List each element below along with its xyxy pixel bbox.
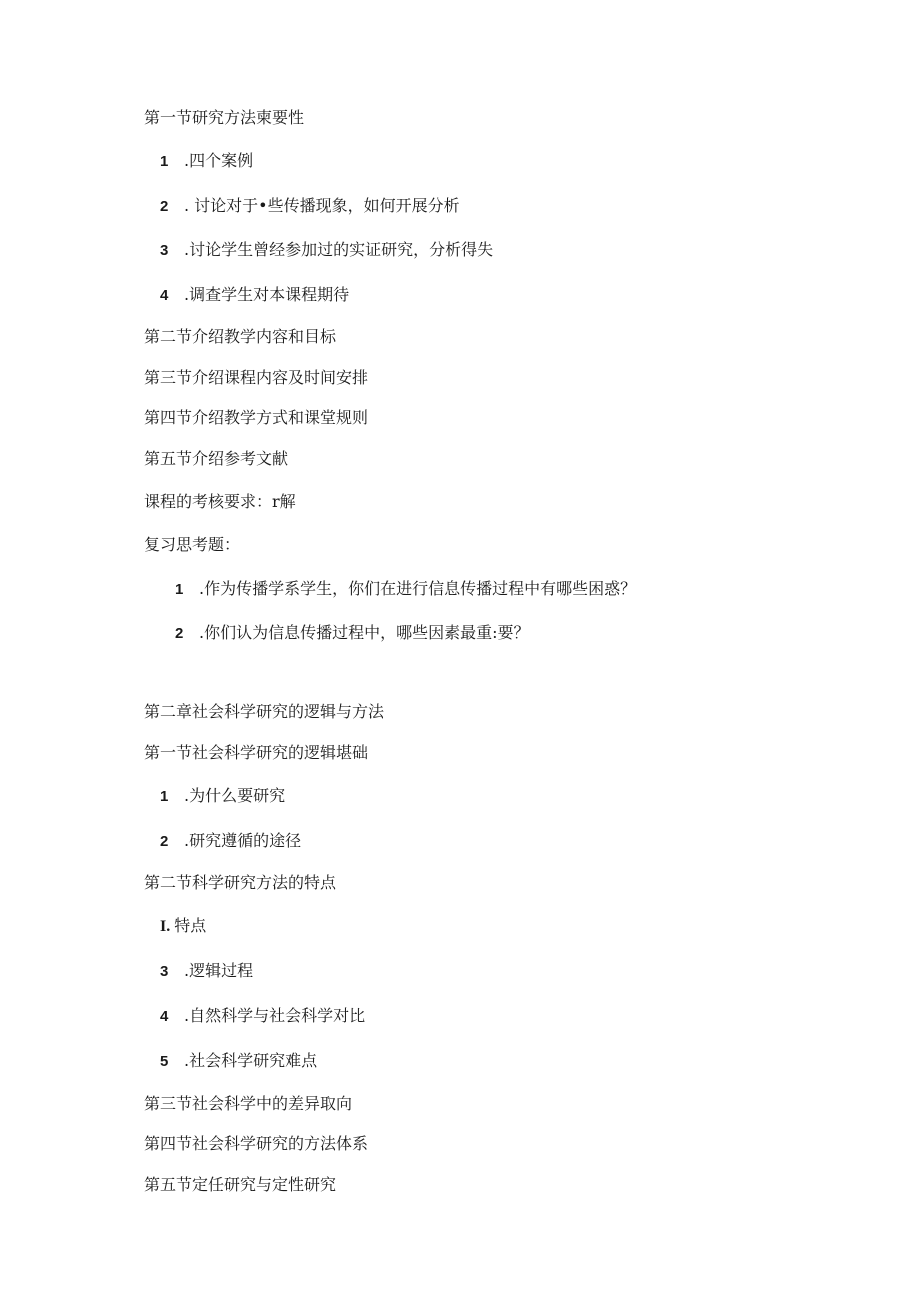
section-heading: 第四节介绍教学方式和课堂规则: [144, 408, 369, 427]
item-text: .四个案例: [184, 151, 254, 170]
item-text: 特点: [174, 916, 207, 935]
item-text: .讨论学生曾经参加过的实证研究，分析得失: [184, 240, 494, 259]
item-number: 2: [160, 198, 169, 215]
item-number: I.: [160, 918, 171, 935]
item-number: 1: [175, 581, 184, 598]
section-heading: 第五节介绍参考文献: [144, 449, 289, 468]
section-heading: 第二节科学研究方法的特点: [144, 873, 337, 892]
list-item: [160, 240, 493, 261]
section-heading: 第四节社会科学研究的方法体系: [144, 1134, 369, 1153]
list-item: [160, 196, 460, 217]
item-text: .自然科学与社会科学对比: [184, 1006, 366, 1025]
section-heading: 第一节社会科学研究的逻辑堪础: [144, 743, 369, 762]
list-item: [160, 831, 301, 852]
list-item: [160, 1051, 317, 1072]
section-heading: 第一节研究方法柬要性: [144, 108, 305, 127]
section-heading: 第五节定任研究与定性研究: [144, 1175, 337, 1194]
item-number: 1: [160, 153, 169, 170]
item-number: 3: [160, 242, 169, 259]
item-number: 4: [160, 1008, 169, 1025]
list-item: [160, 961, 253, 982]
section-heading: 第三节社会科学中的差异取向: [144, 1094, 353, 1113]
item-text: .社会科学研究难点: [184, 1051, 318, 1070]
item-text: .作为传播学系学生，你们在进行信息传播过程中有哪些困惑？: [199, 579, 637, 598]
review-heading: 复习思考题：: [144, 535, 241, 554]
item-number: 4: [160, 287, 169, 304]
list-item: [160, 151, 253, 172]
chapter-title: 第二章社会科学研究的逻辑与方法: [144, 702, 385, 721]
list-item: [160, 916, 206, 937]
assessment-text: 课程的考核要求：r解: [144, 492, 296, 511]
item-number: 3: [160, 963, 169, 980]
section-heading: 第二节介绍教学内容和目标: [144, 327, 337, 346]
item-text: .为什么要研究: [184, 786, 286, 805]
item-text: . 讨论对于•些传播现象，如何开展分析: [184, 196, 460, 215]
item-number: 2: [175, 625, 184, 642]
item-text: .研究遵循的途径: [184, 831, 302, 850]
review-question: [175, 623, 529, 644]
list-item: [160, 1006, 365, 1027]
review-question: [175, 579, 636, 600]
item-text: .逻辑过程: [184, 961, 254, 980]
section-heading: 第三节介绍课程内容及时间安排: [144, 368, 369, 387]
item-text: .你们认为信息传播过程中，哪些因素最重:要？: [199, 623, 530, 642]
item-number: 5: [160, 1053, 169, 1070]
item-text: .调查学生对本课程期待: [184, 285, 350, 304]
list-item: [160, 786, 285, 807]
list-item: [160, 285, 349, 306]
item-number: 2: [160, 833, 169, 850]
item-number: 1: [160, 788, 169, 805]
